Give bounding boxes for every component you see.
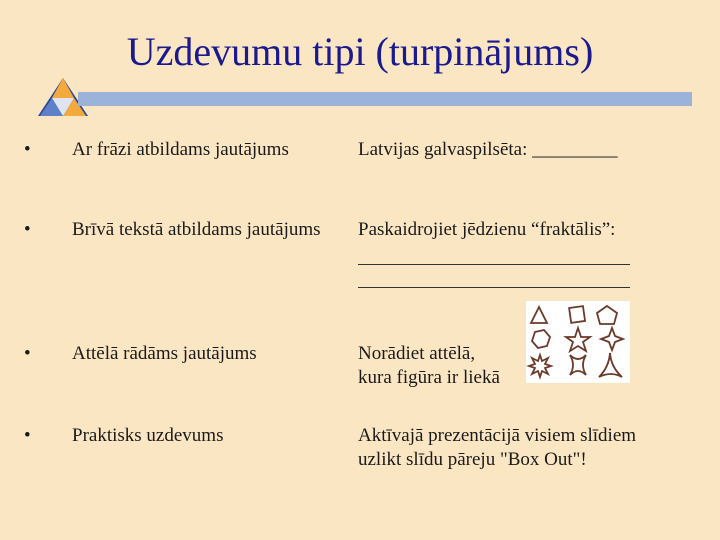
example-text: Paskaidrojiet jēdzienu “fraktālis”: [358,219,616,240]
pentagon-shape [597,306,617,324]
square-shape [569,306,585,323]
answer-blank-line [358,242,630,265]
example-block [358,424,688,472]
example-text: kura figūra ir liekā [358,367,500,388]
bullet: • [24,219,31,240]
slide-title: Uzdevumu tipi (turpinājums) [126,29,594,74]
question-type-label: Ar frāzi atbildams jautājums [72,139,289,160]
five-point-star-shape [566,328,590,351]
hexagon-shape [532,330,550,348]
example-block [358,218,688,288]
triangle-shape [531,307,547,323]
eight-point-star-shape [529,355,551,377]
four-point-star-shape [601,328,623,350]
bullet: • [24,139,31,160]
question-type-label: Brīvā tekstā atbildams jautājums [72,219,321,240]
question-type-label: Praktisks uzdevums [72,425,224,446]
example-text: Latvijas galvaspilsēta: _________ [358,139,618,160]
title-accent-bar [78,92,692,106]
answer-blank-line [358,265,630,288]
concave-triangle-shape [599,353,622,377]
example-text: Aktīvajā prezentācijā visiem slīdiem [358,425,637,446]
curved-star-shape [570,355,586,375]
example-block [358,342,688,390]
bullet: • [24,343,31,364]
shapes-figure [526,301,630,383]
question-type-label: Attēlā rādāms jautājums [72,343,257,364]
example-text: Norādiet attēlā, [358,343,476,364]
example-text: uzlikt slīdu pāreju "Box Out"! [358,449,587,470]
bullet: • [24,425,31,446]
